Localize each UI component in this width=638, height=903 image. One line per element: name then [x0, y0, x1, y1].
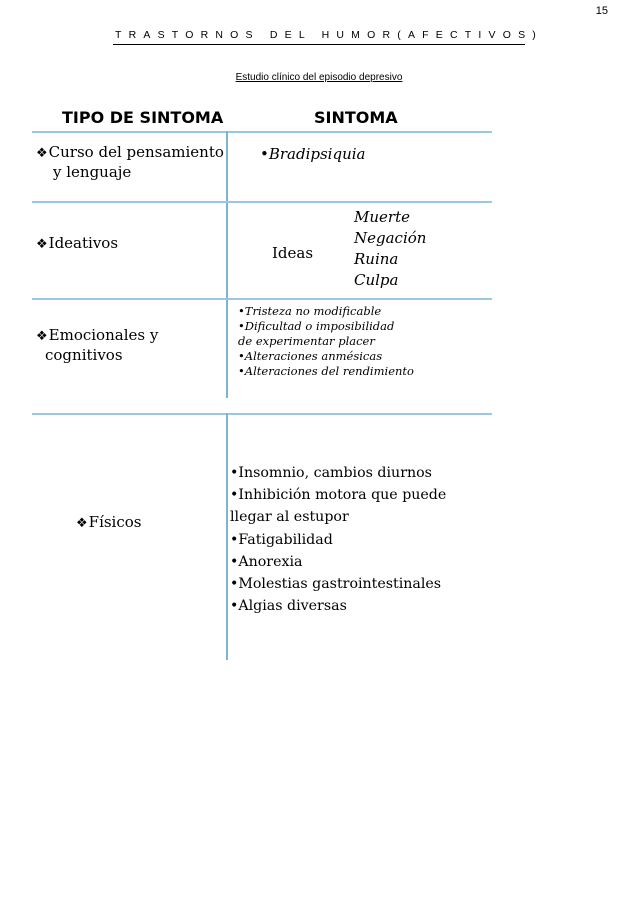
- symptom-table: [32, 100, 492, 660]
- header-type: TIPO DE SINTOMA: [62, 108, 224, 127]
- symptom-cell-emotional: [238, 304, 414, 379]
- symptom-item: Muerte: [354, 208, 410, 226]
- type-cell-emotional: [36, 326, 158, 365]
- page-number: 15: [595, 5, 608, 17]
- type-label: Físicos: [88, 513, 142, 531]
- figure-subtitle: Estudio clínico del episodio depresivo: [235, 72, 403, 83]
- running-title: TRASTORNOS DEL HUMOR(AFECTIVOS): [115, 29, 543, 41]
- type-cell-thought: [36, 143, 224, 182]
- symptom-item: •Inhibición motora que puede: [230, 487, 447, 504]
- symptom-item: •Insomnio, cambios diurnos: [230, 465, 432, 481]
- type-label: Emocionales y: [48, 326, 159, 344]
- header-symptom: SINTOMA: [314, 108, 398, 127]
- symptom-item: •Algias diversas: [230, 598, 347, 615]
- symptom-item: Culpa: [354, 271, 399, 289]
- symptom-item: llegar al estupor: [230, 509, 349, 526]
- diamond-bullet-icon: ❖: [76, 516, 88, 531]
- type-label: cognitivos: [45, 345, 123, 364]
- symptom-item: •Tristeza no modificable: [238, 304, 382, 318]
- running-title-rule: [113, 44, 525, 45]
- row-divider-2: [32, 298, 492, 300]
- symptom-item: Ruina: [354, 250, 399, 268]
- diamond-bullet-icon: ❖: [36, 237, 48, 252]
- row-divider-1: [32, 201, 492, 203]
- symptom-cell-thought: [260, 145, 365, 165]
- symptom-item: •Anorexia: [230, 553, 303, 570]
- row-divider-3: [32, 413, 492, 415]
- diamond-bullet-icon: ❖: [36, 329, 48, 344]
- symptom-item: de experimentar placer: [238, 334, 375, 348]
- symptom-item: •Bradipsiquia: [260, 145, 366, 163]
- symptom-item: •Fatigabilidad: [230, 531, 333, 548]
- symptom-item: •Dificultad o imposibilidad: [238, 319, 395, 333]
- type-label: y lenguaje: [53, 162, 132, 181]
- symptom-item: •Alteraciones anmésicas: [238, 349, 383, 363]
- symptom-cell-ideation: [354, 207, 426, 291]
- type-label: Curso del pensamiento: [48, 143, 224, 161]
- column-divider-upper: [226, 131, 228, 398]
- diamond-bullet-icon: ❖: [36, 146, 48, 161]
- symptom-item: •Alteraciones del rendimiento: [238, 364, 414, 378]
- type-cell-physical: [76, 513, 142, 533]
- type-label: Ideativos: [48, 234, 119, 252]
- ideas-label: Ideas: [272, 244, 314, 262]
- type-cell-ideation: [36, 234, 118, 254]
- symptom-item: Negación: [354, 229, 427, 247]
- symptom-item: •Molestias gastrointestinales: [230, 576, 442, 593]
- symptom-cell-physical: [230, 462, 446, 617]
- column-divider-lower: [226, 413, 228, 660]
- header-divider: [32, 131, 492, 133]
